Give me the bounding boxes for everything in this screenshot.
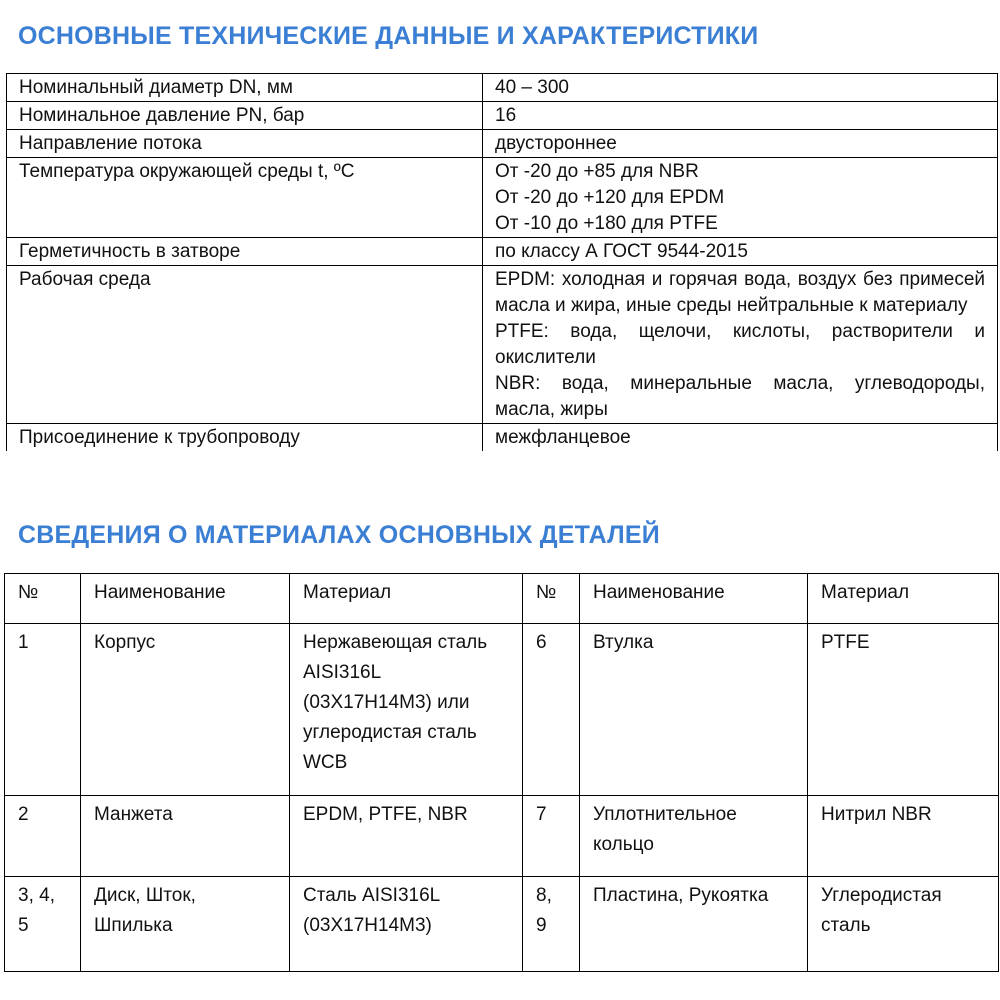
materials-heading: СВЕДЕНИЯ О МАТЕРИАЛАХ ОСНОВНЫХ ДЕТАЛЕЙ — [18, 521, 660, 549]
table-cell: Нитрил NBR — [808, 796, 999, 877]
table-header-row — [5, 574, 999, 624]
header-cell: Наименование — [81, 574, 290, 624]
table-cell: EPDM, PTFE, NBR — [290, 796, 523, 877]
header-cell: Материал — [808, 574, 999, 624]
table-cell: Втулка — [580, 624, 808, 796]
spec-value: двустороннее — [483, 130, 998, 158]
table-row — [7, 238, 998, 266]
header-cell: Наименование — [580, 574, 808, 624]
table-row — [7, 102, 998, 130]
specs-heading: ОСНОВНЫЕ ТЕХНИЧЕСКИЕ ДАННЫЕ И ХАРАКТЕРИСТИКИ — [18, 22, 759, 50]
spec-value: 40 – 300 — [483, 74, 998, 102]
table-cell: Нержавеющая сталь AISI316L (03Х17Н14М3) или углеродистая сталь WCB — [290, 624, 523, 796]
spec-label: Герметичность в затворе — [7, 238, 483, 266]
spec-value: по классу А ГОСТ 9544-2015 — [483, 238, 998, 266]
table-cell: 6 — [523, 624, 580, 796]
spec-value: межфланцевое — [483, 424, 998, 452]
table-cell: 3, 4, 5 — [5, 877, 81, 972]
table-cell: PTFE — [808, 624, 999, 796]
spec-label: Температура окружающей среды t, ºС — [7, 158, 483, 238]
spec-label: Присоединение к трубопроводу — [7, 424, 483, 452]
table-row — [7, 74, 998, 102]
table-cell: 8, 9 — [523, 877, 580, 972]
table-cell: Сталь AISI316L (03Х17Н14М3) — [290, 877, 523, 972]
materials-table — [4, 573, 999, 972]
table-cell: Манжета — [81, 796, 290, 877]
table-cell: Корпус — [81, 624, 290, 796]
table-row — [5, 796, 999, 877]
spec-label: Направление потока — [7, 130, 483, 158]
table-row — [7, 424, 998, 452]
spec-value: От -20 до +85 для NBR От -20 до +120 для EPDM От -10 до +180 для PTFE — [483, 158, 998, 238]
table-cell: 7 — [523, 796, 580, 877]
table-cell: 1 — [5, 624, 81, 796]
spec-label: Номинальное давление PN, бар — [7, 102, 483, 130]
spec-value: 16 — [483, 102, 998, 130]
specs-table — [6, 73, 998, 451]
table-row — [7, 266, 998, 424]
table-cell: Пластина, Рукоятка — [580, 877, 808, 972]
header-cell: № — [5, 574, 81, 624]
table-cell: Уплотнительное кольцо — [580, 796, 808, 877]
header-cell: № — [523, 574, 580, 624]
table-row — [5, 877, 999, 972]
spec-label: Рабочая среда — [7, 266, 483, 424]
table-row — [7, 130, 998, 158]
spec-label: Номинальный диаметр DN, мм — [7, 74, 483, 102]
table-cell: Углеродистая сталь — [808, 877, 999, 972]
spec-value: EPDM: холодная и горячая вода, воздух без примесей масла и жира, иные среды нейтральные к материалу PTFE: вода, щелочи, кислоты, растворители и окислители NBR: вода, минеральные масла, углеводороды, масла, жиры — [483, 266, 998, 424]
table-cell: 2 — [5, 796, 81, 877]
table-cell: Диск, Шток, Шпилька — [81, 877, 290, 972]
header-cell: Материал — [290, 574, 523, 624]
table-row — [7, 158, 998, 238]
table-row — [5, 624, 999, 796]
